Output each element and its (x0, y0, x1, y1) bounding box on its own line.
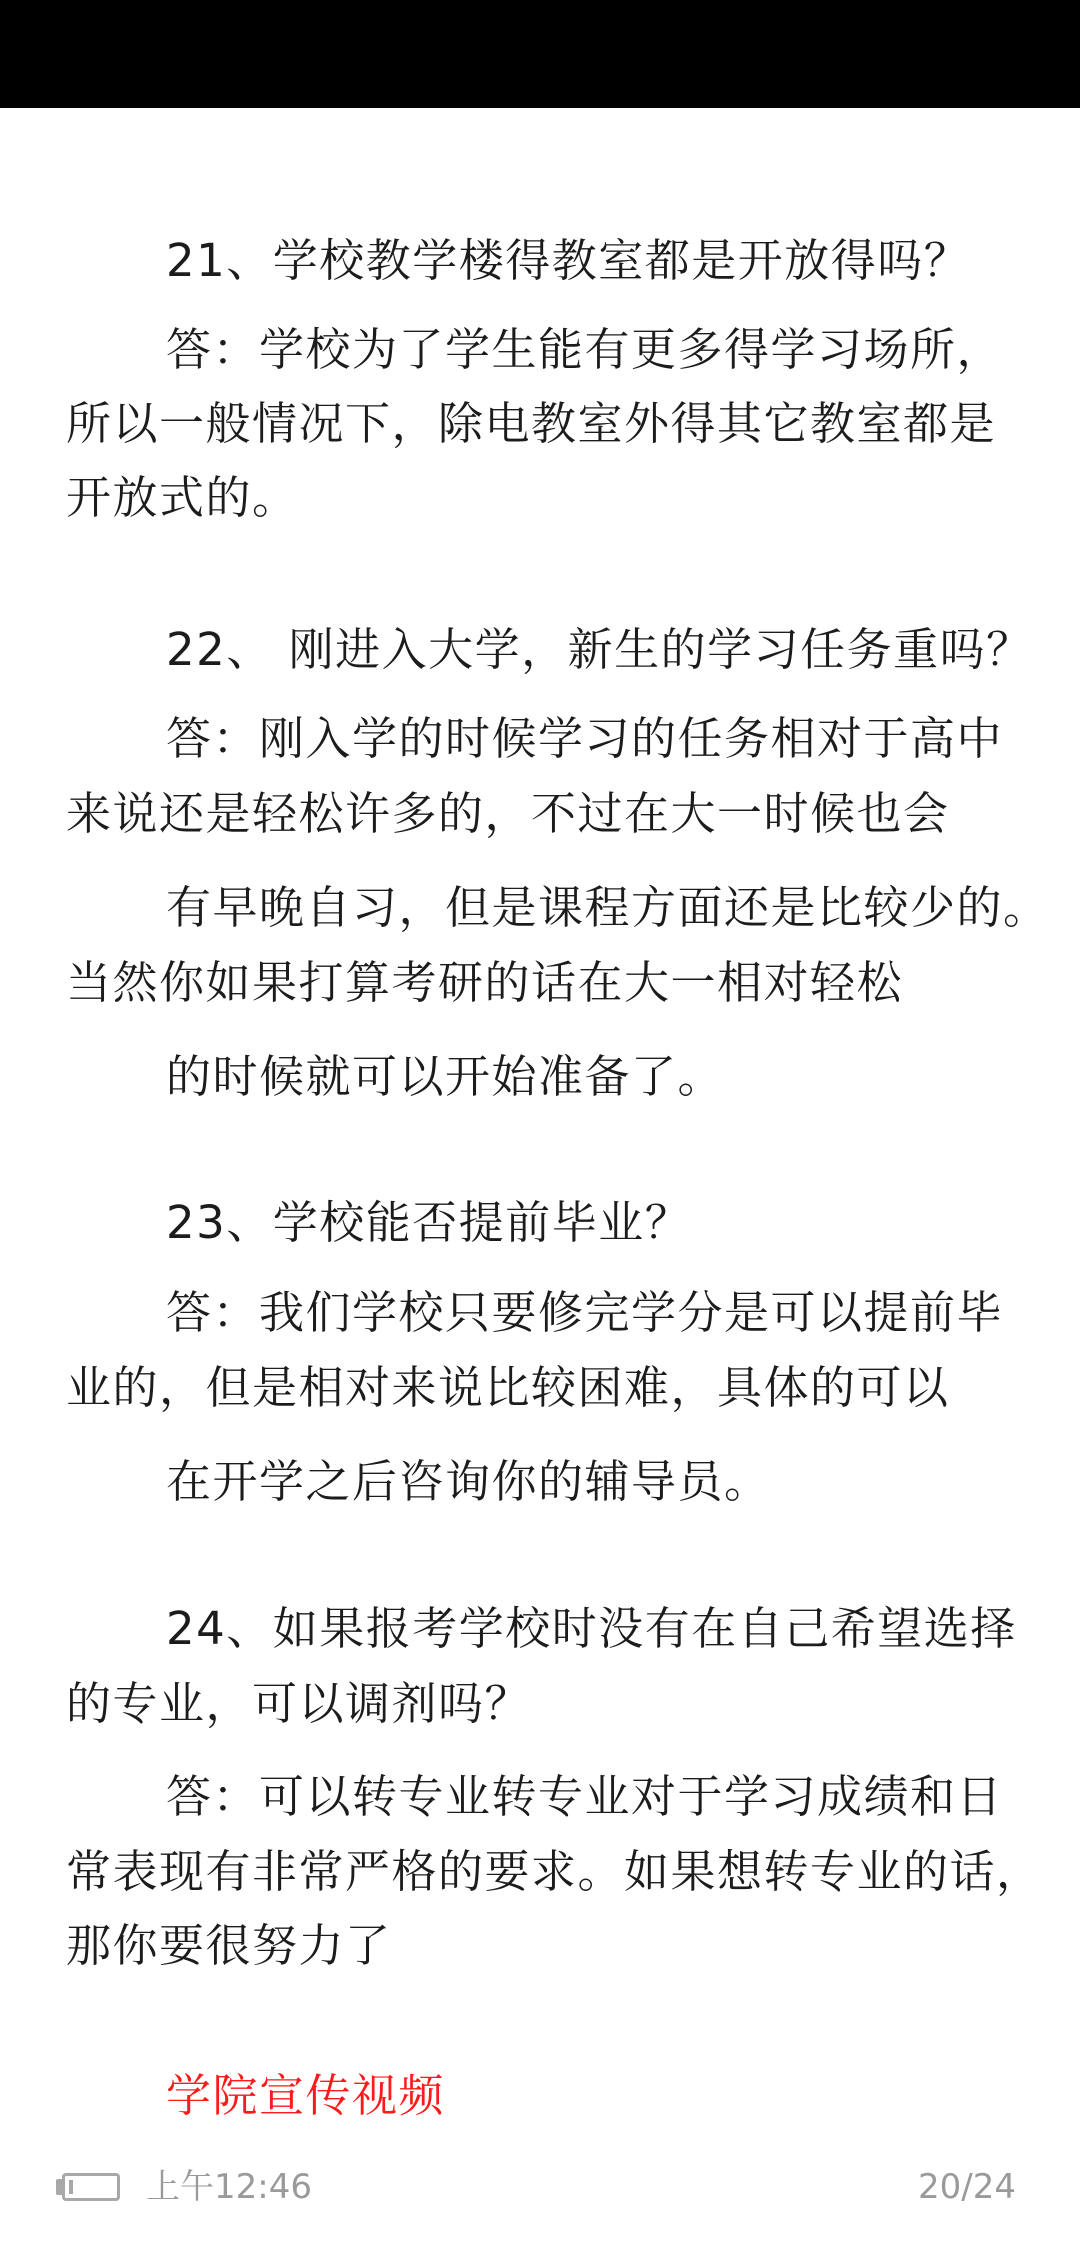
top-black-bar (0, 0, 1080, 108)
college-promo-video-link[interactable]: 学院宣传视频 (166, 2069, 446, 2122)
question-22: 22、 刚进入大学，新生的学习任务重吗？ (166, 623, 1033, 676)
answer-23-line-2: 业的，但是相对来说比较困难，具体的可以 (66, 1361, 950, 1414)
question-21: 21、学校教学楼得教室都是开放得吗？ (166, 234, 971, 287)
question-23: 23、学校能否提前毕业？ (166, 1196, 692, 1249)
clock-time: 上午12:46 (146, 2167, 312, 2207)
reader-status-footer (0, 2162, 1080, 2212)
battery-terminal (56, 2179, 64, 2195)
answer-23-line-1: 答：我们学校只要修完学分是可以提前毕 (166, 1286, 1004, 1339)
answer-22-line-2: 来说还是轻松许多的，不过在大一时候也会 (66, 787, 950, 840)
answer-21-line-1: 答：学校为了学生能有更多得学习场所， (166, 323, 1004, 376)
answer-23-line-3: 在开学之后咨询你的辅导员。 (166, 1455, 771, 1508)
question-24-line-2: 的专业，可以调剂吗？ (66, 1677, 532, 1730)
answer-22-line-5: 的时候就可以开始准备了。 (166, 1050, 725, 1103)
battery-level-fill (69, 2180, 73, 2194)
answer-21-line-2: 所以一般情况下，除电教室外得其它教室都是 (66, 397, 997, 450)
page-indicator: 20/24 (918, 2167, 1016, 2207)
answer-22-line-4: 当然你如果打算考研的话在大一相对轻松 (66, 956, 904, 1009)
answer-22-line-1: 答：刚入学的时候学习的任务相对于高中 (166, 712, 1004, 765)
answer-21-line-3: 开放式的。 (66, 471, 299, 524)
answer-24-line-3: 那你要很努力了 (66, 1919, 392, 1972)
answer-24-line-1: 答：可以转专业转专业对于学习成绩和日 (166, 1770, 1004, 1823)
answer-24-line-2: 常表现有非常严格的要求。如果想转专业的话， (66, 1845, 1043, 1898)
battery-icon (62, 2173, 120, 2201)
answer-22-line-3: 有早晚自习，但是课程方面还是比较少的。 (166, 881, 1050, 934)
question-24-line-1: 24、如果报考学校时没有在自己希望选择 (166, 1602, 1017, 1655)
